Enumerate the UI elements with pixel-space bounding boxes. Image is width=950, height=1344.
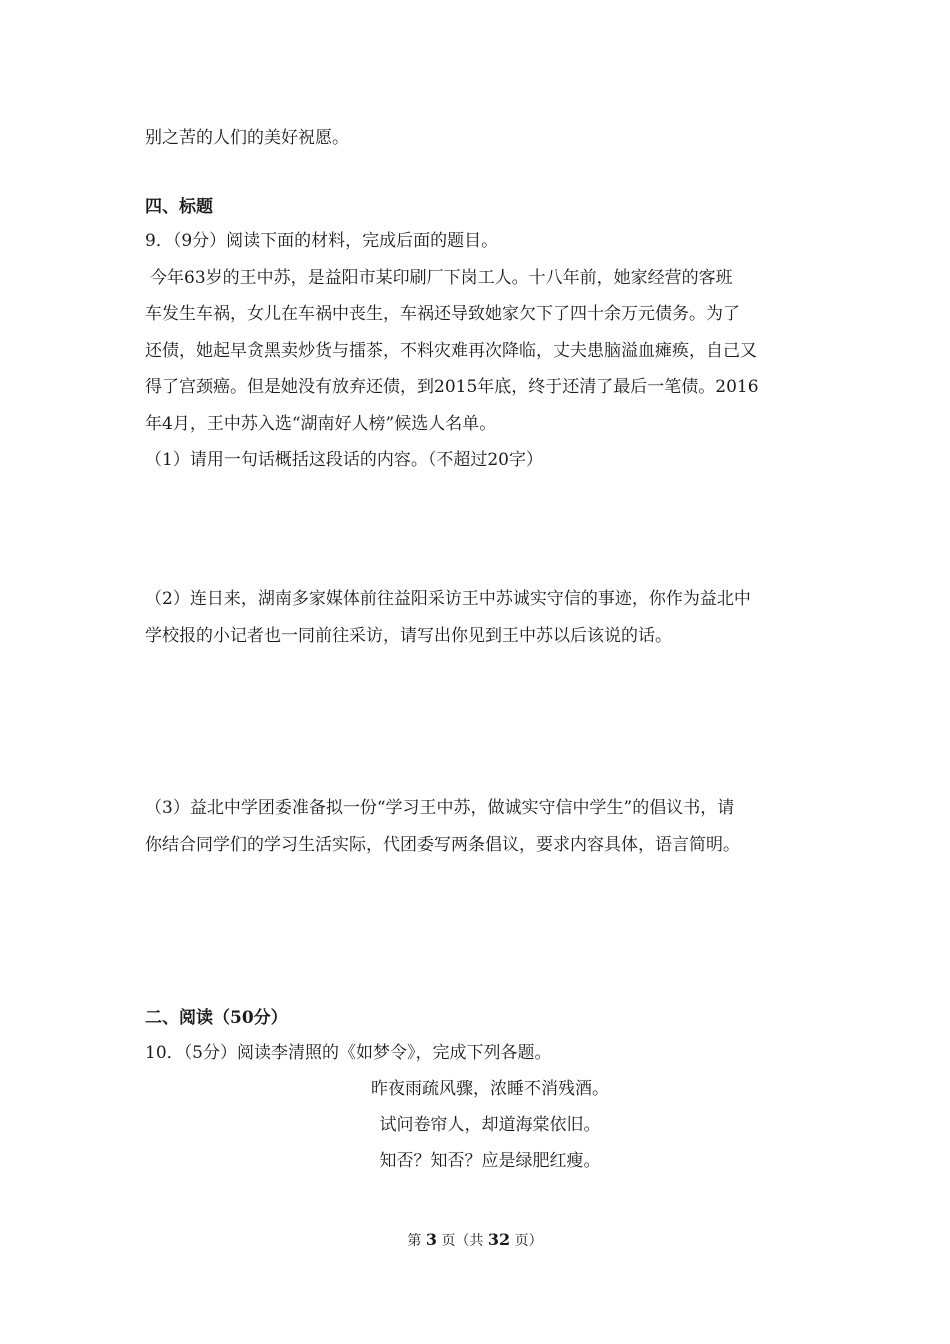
page-number: 3 — [425, 1230, 437, 1249]
question-10-intro: 10．（5分）阅读李清照的《如梦令》，完成下列各题。 — [145, 1043, 552, 1063]
footer-middle: 页（共 — [441, 1233, 484, 1249]
continued-text: 别之苦的人们的美好祝愿。 — [145, 128, 349, 148]
poem-line: 昨夜雨疏风骤，浓睡不消残酒。 — [371, 1079, 609, 1099]
total-pages: 32 — [487, 1230, 511, 1249]
footer-prefix: 第 — [407, 1233, 422, 1249]
poem-line: 知否？知否？应是绿肥红瘦。 — [379, 1151, 601, 1171]
sub-question-3-line: （3）益北中学团委准备拟一份“学习王中苏，做诚实守信中学生”的倡议书，请 — [145, 798, 735, 818]
question-9-intro: 9．（9分）阅读下面的材料，完成后面的题目。 — [145, 231, 499, 251]
footer-suffix: 页） — [514, 1233, 543, 1249]
sub-question-2-line: （2）连日来，湖南多家媒体前往益阳采访王中苏诚实守信的事迹，你作为益北中 — [145, 589, 751, 609]
poem-line: 试问卷帘人，却道海棠依旧。 — [379, 1115, 601, 1135]
passage-line: 今年63岁的王中苏，是益阳市某印刷厂下岗工人。十八年前，她家经营的客班 — [150, 268, 733, 288]
sub-question-2-line: 学校报的小记者也一同前往采访，请写出你见到王中苏以后该说的话。 — [145, 626, 672, 646]
passage-line: 得了宫颈癌。但是她没有放弃还债，到2015年底，终于还清了最后一笔债。2016 — [145, 377, 759, 397]
passage-line: 还债，她起早贪黑卖炒货与擂茶，不料灾难再次降临，丈夫患脑溢血瘫痪，自己又 — [145, 341, 757, 361]
page-footer — [0, 1230, 950, 1251]
passage-line: 年4月，王中苏入选“湖南好人榜”候选人名单。 — [145, 414, 497, 434]
sub-question-1: （1）请用一句话概括这段话的内容。（不超过20字） — [145, 450, 543, 470]
section-heading-title: 四、标题 — [145, 197, 213, 217]
section-heading-reading: 二、阅读（50分） — [145, 1008, 288, 1028]
sub-question-3-line: 你结合同学们的学习生活实际，代团委写两条倡议，要求内容具体，语言简明。 — [145, 835, 740, 855]
passage-line: 车发生车祸，女儿在车祸中丧生，车祸还导致她家欠下了四十余万元债务。为了 — [145, 304, 740, 324]
